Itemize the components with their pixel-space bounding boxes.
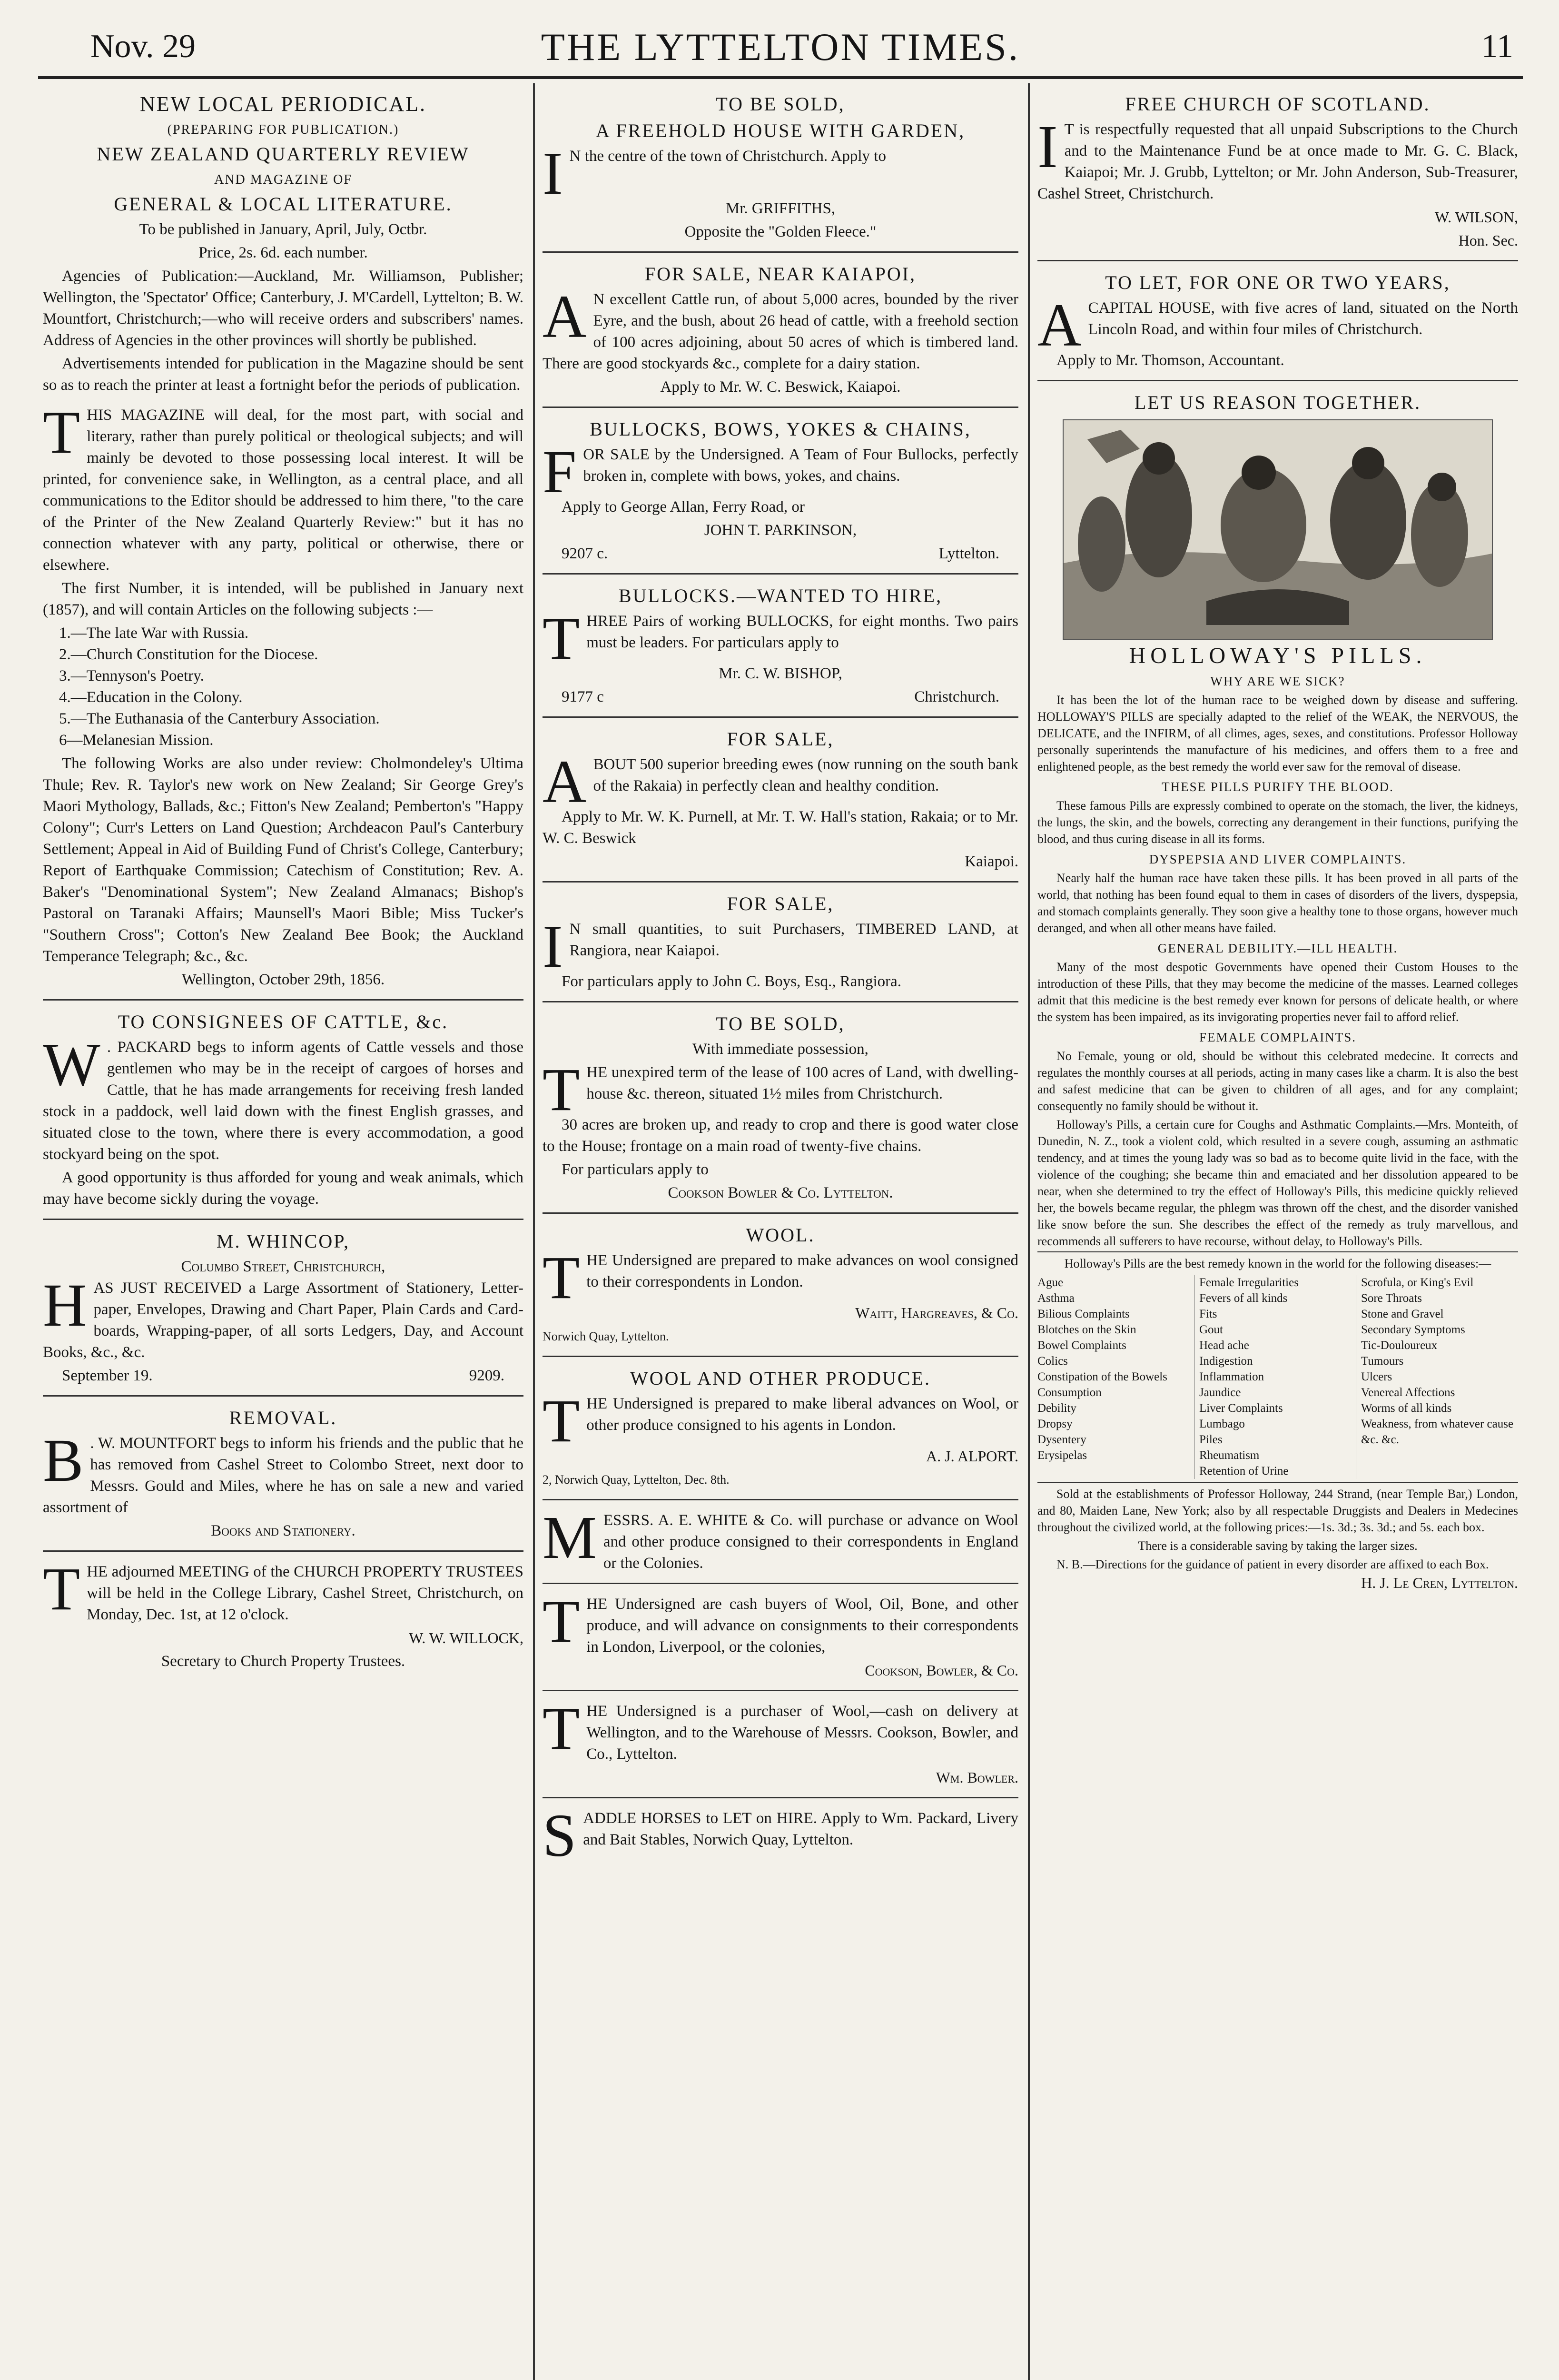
ad-to-let bbox=[1037, 271, 1518, 381]
body-text: Nearly half the human race have taken these pills. It has been proved in all parts of the world, that nothing has been found equal to them in cases of disorders of the livers, dyspepsia, and stomach complaints generally. They soon give a healthy tone to those organs, however much deranged, and when all other means have failed. bbox=[1037, 871, 1518, 935]
diseases-column bbox=[1199, 1275, 1356, 1479]
disease-item: Colics bbox=[1037, 1355, 1068, 1368]
drop-cap: I bbox=[543, 912, 563, 980]
body-text: N the centre of the town of Christchurch. Apply to bbox=[569, 148, 886, 165]
agencies-text: Agencies of Publication:—Auckland, Mr. Williamson, Publisher; Wellington, the 'Spectator' Office; Canterbury, J. M'Cardell, Lyttelton; B. W. Mountfort, Christchurch;—who will receive orders and subscribers' names. Address of Agencies in the other provinces will shortly be published. bbox=[43, 268, 523, 349]
disease-item: Tic-Douloureux bbox=[1361, 1339, 1438, 1352]
body-text: HE unexpired term of the lease of 100 acres of Land, with dwelling-house &c. thereon, situated 1½ miles from Christchurch. bbox=[586, 1064, 1018, 1102]
list-item: 4.—Education in the Colony. bbox=[59, 689, 243, 706]
body-text: ADDLE HORSES to LET on HIRE. Apply to Wm. Packard, Livery and Bait Stables, Norwich Quay, Lyttelton. bbox=[583, 1810, 1018, 1848]
ad-number: 9177 c bbox=[562, 688, 604, 705]
holloway-pills-title: HOLLOWAY'S PILLS. bbox=[1129, 643, 1427, 668]
price: Price, 2s. 6d. each number. bbox=[198, 244, 368, 261]
ad-title: TO BE SOLD, bbox=[716, 1013, 845, 1034]
body-text: N excellent Cattle run, of about 5,000 acres, bounded by the river Eyre, and the bush, about 26 head of cattle, with a freehold section of 100 acres adjoining, about 50 acres of which is timbered land. There are good stockyards &c., complete for a dairy station. bbox=[543, 291, 1018, 372]
list-item: 3.—Tennyson's Poetry. bbox=[59, 667, 204, 684]
drop-cap: T bbox=[543, 1587, 580, 1655]
advertisements-text: Advertisements intended for publication in the Magazine should be sent so as to reach the printer at least a fortnight befor the periods of publication. bbox=[43, 355, 523, 394]
disease-item: Ague bbox=[1037, 1276, 1064, 1289]
ad-white bbox=[543, 1504, 1018, 1584]
body-text: HE Undersigned is a purchaser of Wool,—cash on delivery at Wellington, and to the Warehouse of Messrs. Cookson, Bowler, and Co., Lyttelton. bbox=[586, 1703, 1018, 1763]
column-3 bbox=[1037, 90, 1518, 1609]
date: September 19. bbox=[62, 1367, 153, 1384]
ad-title: REMOVAL. bbox=[229, 1407, 337, 1428]
body-text: AS JUST RECEIVED a Large Assortment of Stationery, Letter-paper, Envelopes, Drawing and Chart Paper, Plain Cards and Card-boards, Wrapping-paper, of all sorts Ledgers, Day, and Account Books, &c., &c. bbox=[43, 1279, 523, 1361]
disease-item: Blotches on the Skin bbox=[1037, 1323, 1136, 1336]
ad-wool-produce bbox=[543, 1367, 1018, 1500]
place: Kaiapoi. bbox=[965, 853, 1018, 870]
ad-purchaser bbox=[543, 1695, 1018, 1798]
drop-cap: M bbox=[543, 1504, 597, 1571]
body-text: 30 acres are broken up, and ready to crop and there is good water close to the House; frontage on a main road of twenty-five chains. bbox=[543, 1116, 1018, 1155]
diseases-column bbox=[1037, 1275, 1194, 1479]
ad-title: BULLOCKS, BOWS, YOKES & CHAINS, bbox=[590, 418, 971, 440]
ad-title: TO CONSIGNEES OF CATTLE, &c. bbox=[118, 1011, 449, 1032]
disease-item: Consumption bbox=[1037, 1386, 1102, 1399]
place: Norwich Quay, Lyttelton. bbox=[543, 1329, 669, 1343]
ad-title: WOOL AND OTHER PRODUCE. bbox=[630, 1368, 931, 1389]
ad-title: FOR SALE, NEAR KAIAPOI, bbox=[644, 263, 917, 285]
issue-date: Nov. 29 bbox=[90, 28, 196, 65]
body-text: HE adjourned MEETING of the CHURCH PROPERTY TRUSTEES will be held in the College Library, Cashel Street, Christchurch, on Monday, Dec. 1st, at 12 o'clock. bbox=[87, 1563, 523, 1623]
ad-subtitle: A FREEHOLD HOUSE WITH GARDEN, bbox=[595, 120, 966, 141]
place: Christchurch. bbox=[914, 688, 999, 705]
contact-name: JOHN T. PARKINSON, bbox=[704, 522, 857, 539]
disease-item: Erysipelas bbox=[1037, 1449, 1087, 1462]
engraving-illustration bbox=[1063, 419, 1493, 640]
body-text: T is respectfully requested that all unpaid Subscriptions to the Church and to the Maintenance Fund be at once made to Mr. G. C. Black, Kaiapoi; Mr. J. Grubb, Lyttelton; or Mr. John Anderson, Sub-Treasurer, Cashel Street, Christchurch. bbox=[1037, 121, 1518, 202]
ad-title: FOR SALE, bbox=[727, 728, 834, 750]
disease-item: Debility bbox=[1037, 1402, 1076, 1415]
column-1 bbox=[43, 90, 523, 1690]
body-text: It has been the lot of the human race to be weighed down by disease and suffering. HOLLOWAY'S PILLS are specially adapted to the relief of the WEAK, the NERVOUS, the DELICATE, and the INFIRM, of all climes, ages, sexes, and constitutions. Professor Holloway personally superintends the manufacture of his medicines, and offers them to a free and enlightened people, as the best remedy the world ever saw for the removal of disease. bbox=[1037, 693, 1518, 774]
disease-item: Bilious Complaints bbox=[1037, 1308, 1130, 1320]
dateline: Wellington, October 29th, 1856. bbox=[181, 971, 385, 988]
column-2 bbox=[543, 90, 1018, 1876]
ad-lease bbox=[543, 1012, 1018, 1214]
ad-title: NEW LOCAL PERIODICAL. bbox=[140, 92, 426, 116]
list-item: 5.—The Euthanasia of the Canterbury Association. bbox=[59, 710, 380, 727]
drop-cap: T bbox=[543, 1695, 580, 1762]
section-heading: THESE PILLS PURIFY THE BLOOD. bbox=[1162, 780, 1394, 794]
ad-cash-buyers bbox=[543, 1587, 1018, 1691]
ad-kaiapoi bbox=[543, 262, 1018, 408]
contact-name: Mr. GRIFFITHS, bbox=[725, 200, 836, 217]
ad-free-church bbox=[1037, 92, 1518, 261]
contact-name: Cookson Bowler & Co. Lyttelton. bbox=[668, 1184, 893, 1201]
contact-address: Opposite the "Golden Fleece." bbox=[684, 223, 877, 240]
ad-number: 9207 c. bbox=[562, 545, 608, 562]
apply-line: Apply to Mr. W. K. Purnell, at Mr. T. W. Hall's station, Rakaia; or to Mr. W. C. Beswick bbox=[543, 808, 1018, 847]
disease-item: Bowel Complaints bbox=[1037, 1339, 1126, 1352]
drop-cap: F bbox=[543, 438, 577, 506]
ad-wool bbox=[543, 1223, 1018, 1357]
drop-cap: B bbox=[43, 1427, 84, 1494]
body-text: No Female, young or old, should be without this celebrated medecine. It corrects and regulates the monthly courses at all periods, acting in many cases like a charm. It is also the best and safest medicine that can be given to children of all ages, and for any complaint; consequently no family should be without it. bbox=[1037, 1049, 1518, 1113]
ad-whincop bbox=[43, 1230, 523, 1397]
disease-item: Secondary Symptoms bbox=[1361, 1323, 1465, 1336]
ad-number: 9209. bbox=[469, 1367, 504, 1384]
diseases-table bbox=[1037, 1275, 1518, 1479]
column-rule bbox=[533, 83, 535, 2380]
drop-cap: H bbox=[43, 1271, 87, 1339]
engraving-icon bbox=[1064, 420, 1492, 639]
apply-line: Apply to Mr. Thomson, Accountant. bbox=[1056, 352, 1284, 369]
disease-item: Fits bbox=[1199, 1308, 1217, 1320]
ad-saddle-horses bbox=[543, 1802, 1018, 1869]
disease-item: Gout bbox=[1199, 1323, 1223, 1336]
ad-title: TO LET, FOR ONE OR TWO YEARS, bbox=[1105, 272, 1450, 293]
body-text: Holloway's Pills are the best remedy known in the world for the following diseases:— bbox=[1037, 1251, 1518, 1272]
disease-item: Venereal Affections bbox=[1361, 1386, 1455, 1399]
contact-name: Mr. C. W. BISHOP, bbox=[719, 665, 842, 682]
apply-line: For particulars apply to John C. Boys, Esq., Rangiora. bbox=[562, 973, 902, 990]
list-item: 2.—Church Constitution for the Diocese. bbox=[59, 646, 318, 663]
body-text: HREE Pairs of working BULLOCKS, for eight months. Two pairs must be leaders. For particulars apply to bbox=[586, 613, 1018, 651]
apply-line: For particulars apply to bbox=[562, 1161, 709, 1178]
drop-cap: A bbox=[543, 283, 587, 350]
magazine-subtitle: GENERAL & LOCAL LITERATURE. bbox=[114, 193, 453, 215]
ad-ewes bbox=[543, 727, 1018, 883]
body-text: Books and Stationery. bbox=[211, 1522, 355, 1539]
disease-item: Piles bbox=[1199, 1433, 1223, 1446]
signature: Wm. Bowler. bbox=[936, 1769, 1018, 1786]
disease-item: Lumbago bbox=[1199, 1418, 1245, 1430]
list-item: 1.—The late War with Russia. bbox=[59, 625, 249, 642]
section-heading: DYSPEPSIA AND LIVER COMPLAINTS. bbox=[1149, 852, 1407, 866]
signature: Cookson, Bowler, & Co. bbox=[865, 1662, 1018, 1679]
signature: A. J. ALPORT. bbox=[926, 1448, 1018, 1465]
drop-cap: T bbox=[543, 1056, 580, 1123]
body-text: CAPITAL HOUSE, with five acres of land, situated on the North Lincoln Road, and within four miles of Christchurch. bbox=[1088, 299, 1518, 338]
disease-item: Asthma bbox=[1037, 1292, 1075, 1305]
disease-item: Scrofula, or King's Evil bbox=[1361, 1276, 1474, 1289]
ad-meeting bbox=[43, 1555, 523, 1681]
review-list: The following Works are also under review: Cholmondeley's Ultima Thule; Rev. R. Taylor's new work on New Zealand; Sir George Grey's Maori Mythology, Ballads, &c.; Fitton's New Zealand; Pemberton's "Happy Colony"; Curr's Letters on Land Question; Archdeacon Paul's Canterbury Settlement; Appeal in Aid of Building Fund of Christ's College, Canterbury; Report of Earthquake Commission; Catechism of Constitution; Rev. A. Baker's "Denominational System"; New Zealand Almanacs; Bishop's Pastoral on Taranaki Affairs; Maunsell's Maori Bible; Miss Tucker's "Southern Cross"; Cotton's New Zealand Bee Book; the Auckland Temperance Telegraph; &c., &c. bbox=[43, 755, 523, 965]
page-number: 11 bbox=[1481, 28, 1513, 65]
holloway-text bbox=[1037, 673, 1518, 1591]
diseases-column bbox=[1361, 1275, 1518, 1479]
body-text: HE Undersigned are prepared to make advances on wool consigned to their correspondents in London. bbox=[586, 1252, 1018, 1290]
pub-schedule: To be published in January, April, July, Octbr. bbox=[139, 221, 427, 238]
body-text: A good opportunity is thus afforded for young and weak animals, which may have become sickly during the voyage. bbox=[43, 1169, 523, 1208]
magazine-name: NEW ZEALAND QUARTERLY REVIEW bbox=[97, 143, 470, 165]
drop-cap: I bbox=[1037, 113, 1058, 180]
signature: Waitt, Hargreaves, & Co. bbox=[855, 1304, 1018, 1321]
body-text: These famous Pills are expressly combined to operate on the stomach, the liver, the kidneys, the lungs, the skin, and the bowels, correcting any derangement in their functions, purifying the blood, and thus curing disease in all its forms. bbox=[1037, 799, 1518, 846]
body-text: BOUT 500 superior breeding ewes (now running on the south bank of the Rakaia) in perfectly clean and healthy condition. bbox=[593, 756, 1018, 794]
address: Columbo Street, Christchurch, bbox=[181, 1258, 385, 1275]
ad-title: FREE CHURCH OF SCOTLAND. bbox=[1125, 93, 1431, 115]
ad-subtitle: AND MAGAZINE OF bbox=[214, 172, 352, 187]
disease-item: Sore Throats bbox=[1361, 1292, 1422, 1305]
signature: W. WILSON, bbox=[1434, 208, 1518, 226]
disease-item: Fevers of all kinds bbox=[1199, 1292, 1288, 1305]
disease-item: Jaundice bbox=[1199, 1386, 1241, 1399]
ad-title: TO BE SOLD, bbox=[716, 93, 845, 115]
disease-item: &c. &c. bbox=[1361, 1433, 1399, 1446]
body-text: There is a considerable saving by taking the larger sizes. bbox=[1138, 1539, 1418, 1553]
subjects-list bbox=[59, 623, 523, 751]
disease-item: Head ache bbox=[1199, 1339, 1249, 1352]
signature: W. W. WILLOCK, bbox=[409, 1629, 523, 1646]
ad-title: BULLOCKS.—WANTED TO HIRE, bbox=[618, 585, 943, 606]
body-text: N small quantities, to suit Purchasers, TIMBERED LAND, at Rangiora, near Kaiapoi. bbox=[569, 921, 1018, 959]
disease-item: Worms of all kinds bbox=[1361, 1402, 1452, 1415]
body-text: HE Undersigned are cash buyers of Wool, Oil, Bone, and other produce, and will advance on consignments to their correspondents in London, Liverpool, or the colonies, bbox=[586, 1596, 1018, 1656]
body-text: HE Undersigned is prepared to make liberal advances on Wool, or other produce consigned to his agents in London. bbox=[586, 1395, 1018, 1434]
body-text: . W. MOUNTFORT begs to inform his friends and the public that he has removed from Cashel Street to Colombo Street, next door to Messrs. Gould and Miles, where he has on sale a new and varied assortment of bbox=[43, 1435, 523, 1516]
ad-title: FOR SALE, bbox=[727, 893, 834, 914]
list-item: 6—Melanesian Mission. bbox=[59, 732, 214, 749]
drop-cap: T bbox=[43, 398, 80, 466]
ad-subtitle: (PREPARING FOR PUBLICATION.) bbox=[167, 122, 399, 137]
ad-title: M. WHINCOP, bbox=[216, 1230, 350, 1252]
drop-cap: S bbox=[543, 1802, 577, 1869]
column-rule bbox=[1028, 83, 1030, 2380]
section-heading: GENERAL DEBILITY.—ILL HEALTH. bbox=[1157, 941, 1398, 955]
drop-cap: A bbox=[1037, 291, 1082, 359]
page-header bbox=[38, 14, 1523, 79]
body-text: Sold at the establishments of Professor Holloway, 244 Strand, (near Temple Bar,) London, and 80, Maiden Lane, New York; also by all respectable Druggists and Dealers in Medecines throughout the civilized world, at the following prices:—1s. 3d.; 3s. 3d.; and 5s. each box. bbox=[1037, 1482, 1518, 1536]
ad-subtitle: With immediate possession, bbox=[692, 1041, 868, 1058]
ad-freehold bbox=[543, 92, 1018, 253]
disease-item: Ulcers bbox=[1361, 1370, 1392, 1383]
disease-item: Weakness, from whatever cause bbox=[1361, 1418, 1514, 1430]
disease-item: Inflammation bbox=[1199, 1370, 1264, 1383]
disease-item: Tumours bbox=[1361, 1355, 1404, 1368]
disease-item: Indigestion bbox=[1199, 1355, 1253, 1368]
disease-item: Female Irregularities bbox=[1199, 1276, 1299, 1289]
masthead-title: THE LYTTELTON TIMES. bbox=[541, 25, 1020, 69]
place: Lyttelton. bbox=[938, 545, 999, 562]
drop-cap: I bbox=[543, 139, 563, 207]
ad-bullocks bbox=[543, 417, 1018, 575]
disease-item: Constipation of the Bowels bbox=[1037, 1370, 1167, 1383]
disease-item: Rheumatism bbox=[1199, 1449, 1260, 1462]
ad-consignees bbox=[43, 1010, 523, 1220]
body-text: Many of the most despotic Governments have opened their Custom Houses to the introduction of these Pills, that they may become the medicine of the masses. Learned colleges admit that this medicine is the best remedy ever known for persons of delicate health, or where the system has been impaired, as its invigorating properties never fail to afford relief. bbox=[1037, 960, 1518, 1024]
disease-item: Stone and Gravel bbox=[1361, 1308, 1444, 1320]
body-text: N. B.—Directions for the guidance of patient in every disorder are affixed to each Box. bbox=[1056, 1557, 1489, 1571]
body-text: ESSRS. A. E. WHITE & Co. will purchase or advance on Wool and other produce consigned to their correspondents in England or the Colonies. bbox=[603, 1512, 1018, 1572]
disease-item: Retention of Urine bbox=[1199, 1465, 1289, 1478]
ad-title: LET US REASON TOGETHER. bbox=[1134, 392, 1421, 413]
drop-cap: T bbox=[543, 605, 580, 672]
disease-item: Dropsy bbox=[1037, 1418, 1073, 1430]
apply-line: Apply to George Allan, Ferry Road, or bbox=[562, 498, 805, 516]
signature: H. J. Le Cren, Lyttelton. bbox=[1361, 1574, 1518, 1591]
body-text: The first Number, it is intended, will be published in January next (1857), and will contain Articles on the following subjects :— bbox=[43, 580, 523, 618]
ad-title: WOOL. bbox=[746, 1224, 815, 1246]
ad-removal bbox=[43, 1406, 523, 1552]
body-text: Holloway's Pills, a certain cure for Coughs and Asthmatic Complaints.—Mrs. Monteith, of Dunedin, N. Z., took a violent cold, which resulted in a severe cough, assuming an asthmatic tendency, and at times the young lady was so bad as to become quite livid in the face, with the violence of the coughing; she became thin and emaciated and her dissolution appeared to be near, when she determined to try the effect of Holloway's Pills, this medicine quickly relieved her, the bowels became regular, the phlegm was thrown off the chest, and the disorder vanished like snow before the sun. She describes the effect of the remedy as truly marvellous, and recommends all sufferers to have recourse, without delay, to Holloway's Pills. bbox=[1037, 1118, 1518, 1248]
body-text: . PACKARD begs to inform agents of Cattle vessels and those gentlemen who may be in the receipt of cargoes of horses and Cattle, that he has made arrangements for receiving fresh landed stock in a paddock, well laid down with the finest English grasses, and situated close to the town, where there is every accommodation, a good stockyard being on the spot. bbox=[43, 1039, 523, 1163]
drop-cap: T bbox=[543, 1244, 580, 1311]
place: 2, Norwich Quay, Lyttelton, Dec. 8th. bbox=[543, 1473, 730, 1487]
ad-bullocks-wanted bbox=[543, 584, 1018, 718]
disease-item: Liver Complaints bbox=[1199, 1402, 1283, 1415]
signature-role: Hon. Sec. bbox=[1458, 232, 1518, 249]
drop-cap: A bbox=[543, 748, 587, 815]
body-text: HIS MAGAZINE will deal, for the most part, with social and literary, rather than purely political or theological subjects; and will mainly be devoted to those possessing local interest. It will be printed, for convenience sake, in Wellington, as a central place, and all communications to the Editor should be addressed to him there, "to the care of the Printer of the New Zealand Quarterly Review:" but it has no connection whatever with any party, political or otherwise, there or elsewhere. bbox=[43, 407, 523, 574]
section-heading: WHY ARE WE SICK? bbox=[1210, 674, 1345, 688]
ad-periodical bbox=[43, 92, 523, 1001]
signature-role: Secretary to Church Property Trustees. bbox=[161, 1653, 405, 1670]
ad-holloway bbox=[1037, 391, 1518, 1600]
disease-item: Dysentery bbox=[1037, 1433, 1086, 1446]
body-text: OR SALE by the Undersigned. A Team of Four Bullocks, perfectly broken in, complete with bows, yokes, and chains. bbox=[583, 446, 1018, 485]
ad-timbered-land bbox=[543, 892, 1018, 1002]
drop-cap: T bbox=[43, 1555, 80, 1623]
apply-line: Apply to Mr. W. C. Beswick, Kaiapoi. bbox=[660, 378, 901, 396]
drop-cap: T bbox=[543, 1387, 580, 1455]
drop-cap: W bbox=[43, 1031, 100, 1098]
section-heading: FEMALE COMPLAINTS. bbox=[1199, 1030, 1357, 1044]
